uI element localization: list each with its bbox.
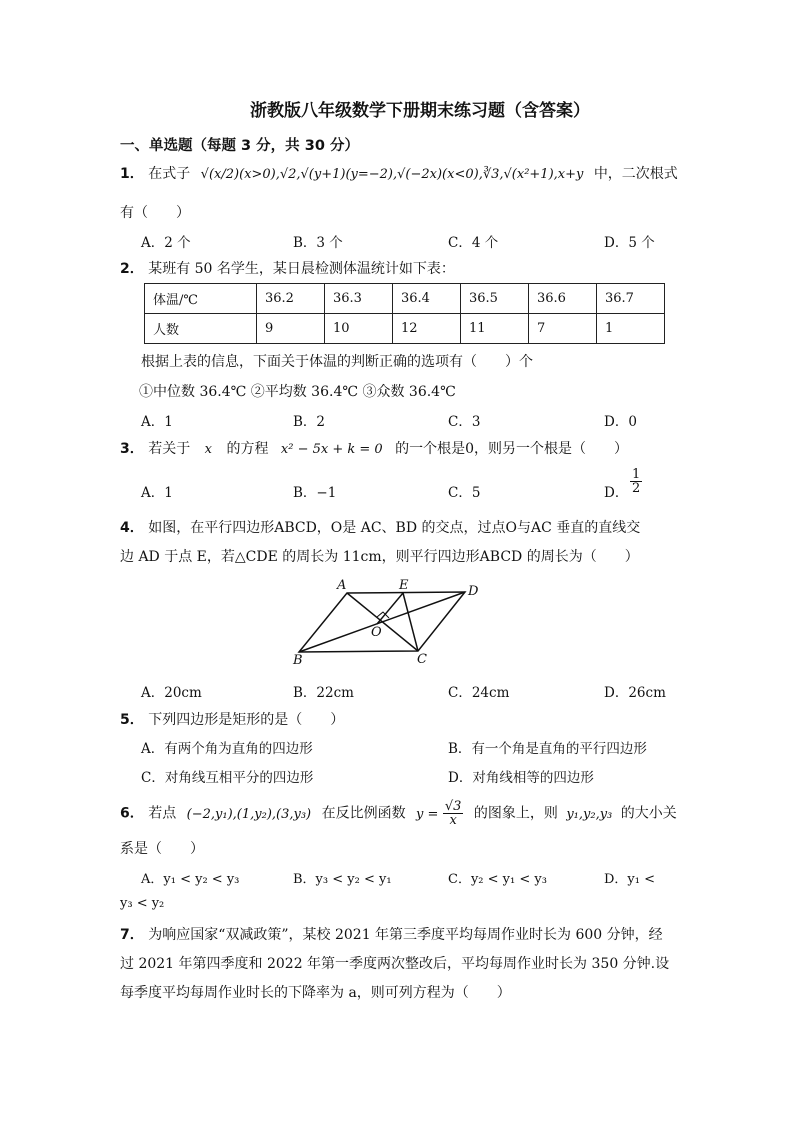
label-d: D [468,584,479,599]
question-number: 5． [120,712,144,728]
option-b: B．y₃ < y₂ < y₁ [293,872,392,887]
question-7-line1 [120,924,663,944]
question-text: 下列四边形是矩形的是（ ） [148,712,345,728]
table-cell: 36.6 [529,284,597,314]
question-number: 7． [120,927,144,943]
option-c: C．24cm [448,685,510,701]
table-cell: 36.4 [393,284,461,314]
math-points: (−2,y₁),(1,y₂),(3,y₃) [186,806,312,822]
question-number: 6． [120,805,144,822]
function-lhs: y = [416,806,439,822]
option-b: B．3 个 [293,235,343,251]
question-2-after: 根据上表的信息，下面关于体温的判断正确的选项有（ ）个 [141,354,533,370]
label-a: A [337,578,347,593]
option-c: C．3 [448,414,481,430]
table-cell: 9 [257,314,325,344]
label-c: C [417,652,427,666]
option-d: D．0 [604,414,637,430]
fraction [630,468,642,495]
option-c: C．4 个 [448,235,499,251]
question-text: 在反比例函数 [321,805,406,822]
option-a: A．1 [141,414,173,430]
table-cell: 11 [461,314,529,344]
math-expression: √(x/2)(x>0),√2,√(y+1)(y=−2),√(−2x)(x<0),∛3,√(x²+1),x+y [200,167,584,182]
table-cell: 36.3 [325,284,393,314]
option-a: A．20cm [141,685,202,701]
option-a: A．2 个 [141,235,191,251]
question-text: 在式子 [148,166,191,182]
section-heading: 一、单选题（每题 3 分，共 30 分） [120,138,359,154]
option-d-continued: y₃ < y₂ [120,896,165,911]
option-d: D．5 个 [604,235,655,251]
fraction-denominator: x [449,813,457,828]
option-a: A．有两个角为直角的四边形 [141,741,313,757]
question-2 [120,258,455,278]
question-text: 如图，在平行四边形ABCD，O是 AC、BD 的交点，过点O与AC 垂直的直线交 [148,520,641,536]
option-b: B．−1 [293,485,337,501]
table-cell: 10 [325,314,393,344]
question-4-line2: 边 AD 于点 E，若△CDE 的周长为 11cm，则平行四边形ABCD 的周长为（ ） [120,549,639,565]
math-equation: x² − 5x + k = 0 [280,442,383,457]
question-1 [120,163,678,183]
diagonal-ac [347,593,418,651]
question-6 [120,800,677,827]
question-number: 1． [120,166,144,182]
question-5 [120,709,344,729]
math-variable: x [204,442,212,457]
question-7-line3: 每季度平均每周作业时长的下降率为 a，则可列方程为（ ） [120,985,511,1001]
table-row [145,314,665,344]
option-d: D．对角线相等的四边形 [448,770,594,786]
option-a: A．y₁ < y₂ < y₃ [141,872,240,887]
table-cell: 7 [529,314,597,344]
question-number: 2． [120,261,144,277]
label-e: E [399,578,409,593]
table-row [145,284,665,314]
question-text: 若关于 [148,441,191,457]
question-2-statements: ①中位数 36.4℃ ②平均数 36.4℃ ③众数 36.4℃ [139,384,456,400]
table-cell: 36.5 [461,284,529,314]
option-b: B．2 [293,414,326,430]
segment-ec [403,593,418,651]
question-1-line2: 有（ ） [120,205,190,221]
question-7-line2: 过 2021 年第四季度和 2022 年第一季度两次整改后，平均每周作业时长为 350 分钟.设 [120,956,670,972]
question-text: 的方程 [226,441,269,457]
option-d: D．y₁ < [604,872,656,887]
page-title: 浙教版八年级数学下册期末练习题（含答案） [250,101,590,121]
temperature-table [144,283,665,344]
question-6-line2: 系是（ ） [120,841,204,857]
question-text: 为响应国家“双减政策”，某校 2021 年第三季度平均每周作业时长为 600 分钟，经 [148,927,663,943]
table-cell: 12 [393,314,461,344]
option-a: A．1 [141,485,173,501]
option-d: D．26cm [604,685,666,701]
table-cell: 人数 [145,314,257,344]
question-number: 3． [120,441,144,457]
fraction-numerator: √3 [444,799,462,814]
option-b: B．22cm [293,685,354,701]
label-b: B [293,653,303,666]
option-d: D． [604,485,629,501]
option-c: C．对角线互相平分的四边形 [141,770,314,786]
question-number: 4． [120,520,144,536]
math-variables: y₁,y₂,y₃ [566,806,613,822]
parallelogram-figure [285,576,485,666]
table-cell: 36.2 [257,284,325,314]
option-c: C．y₂ < y₁ < y₃ [448,872,547,887]
question-text: 的一个根是0，则另一个根是（ ） [395,441,629,457]
question-text: 的大小关 [620,805,677,822]
question-text: 若点 [148,805,177,822]
label-o: O [371,625,382,640]
fraction-denominator: 2 [632,481,641,496]
question-text: 某班有 50 名学生，某日晨检测体温统计如下表： [148,261,455,277]
option-c: C．5 [448,485,481,501]
table-cell: 体温/℃ [145,284,257,314]
table-cell: 1 [597,314,665,344]
question-text: 的图象上，则 [473,805,558,822]
question-3 [120,438,628,458]
table-cell: 36.7 [597,284,665,314]
fraction-numerator: 1 [632,467,641,482]
question-text: 中，二次根式 [593,166,678,182]
question-4-line1 [120,517,640,537]
option-b: B．有一个角是直角的平行四边形 [448,741,647,757]
